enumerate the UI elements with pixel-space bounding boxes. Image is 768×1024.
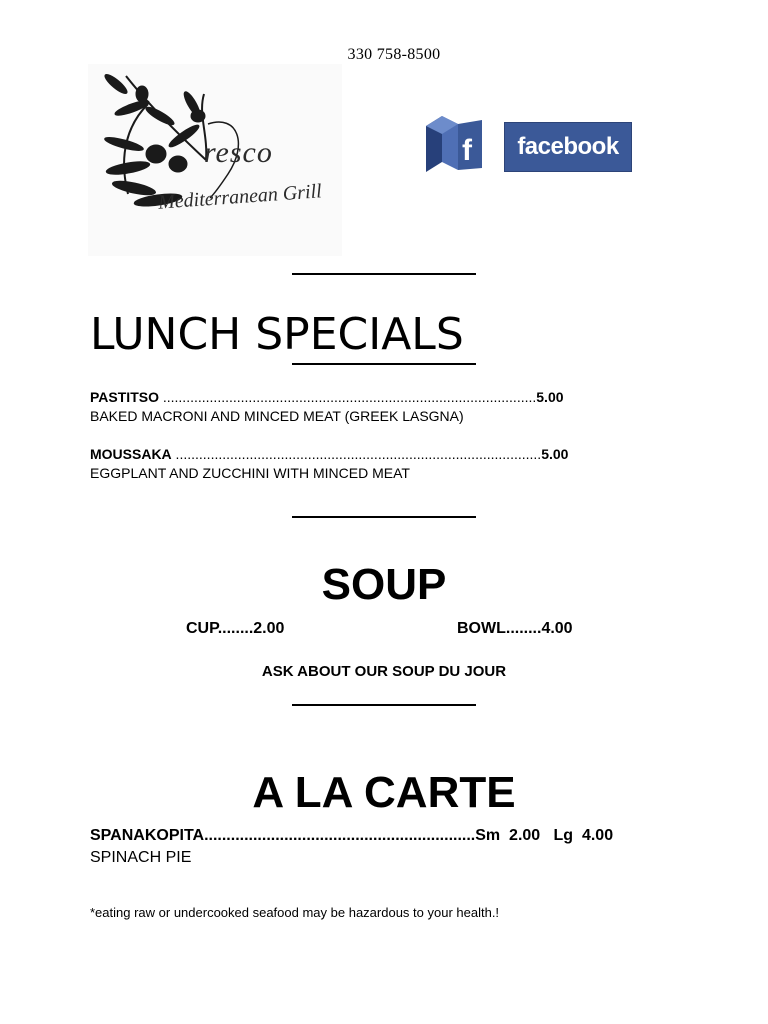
menu-item-description: SPINACH PIE bbox=[90, 849, 192, 866]
menu-item-spanakopita bbox=[90, 827, 613, 845]
menu-item-name: MOUSSAKA bbox=[90, 446, 172, 462]
health-disclaimer: *eating raw or undercooked seafood may be hazardous to your health.! bbox=[90, 905, 500, 920]
soup-bowl-price: BOWL........4.00 bbox=[457, 620, 573, 637]
divider bbox=[292, 704, 476, 706]
soup-cup-price: CUP........2.00 bbox=[186, 620, 285, 637]
leader-dots: .............................................................................................. bbox=[171, 446, 542, 462]
facebook-cube-icon[interactable] bbox=[422, 112, 486, 178]
soup-title: SOUP bbox=[321, 560, 447, 609]
menu-item-pastitso bbox=[90, 389, 564, 405]
menu-item-description: BAKED MACRONI AND MINCED MEAT (GREEK LASGNA) bbox=[90, 408, 464, 424]
menu-item-price: Sm 2.00 Lg 4.00 bbox=[475, 827, 614, 844]
phone-number: 330 758-8500 bbox=[347, 46, 441, 63]
divider bbox=[292, 363, 476, 365]
divider bbox=[292, 516, 476, 518]
menu-item-name: SPANAKOPITA bbox=[90, 827, 205, 844]
menu-item-price: 5.00 bbox=[536, 389, 564, 405]
leader-dots: ............................................................. bbox=[204, 827, 476, 844]
lunch-specials-title: LUNCH SPECIALS bbox=[90, 309, 464, 360]
soup-du-jour-note: ASK ABOUT OUR SOUP DU JOUR bbox=[261, 663, 507, 680]
menu-item-name: PASTITSO bbox=[90, 389, 159, 405]
menu-item-description: EGGPLANT AND ZUCCHINI WITH MINCED MEAT bbox=[90, 465, 410, 481]
facebook-badge[interactable]: facebook bbox=[504, 122, 632, 172]
a-la-carte-title: A LA CARTE bbox=[252, 768, 516, 817]
leader-dots: ................................................................................................ bbox=[158, 389, 537, 405]
logo-subtitle: Mediterranean Grill bbox=[157, 180, 323, 214]
svg-text:f: f bbox=[462, 134, 472, 167]
menu-item-price: 5.00 bbox=[541, 446, 569, 462]
divider bbox=[292, 273, 476, 275]
logo-name: resco bbox=[204, 136, 273, 169]
menu-item-moussaka bbox=[90, 446, 568, 462]
